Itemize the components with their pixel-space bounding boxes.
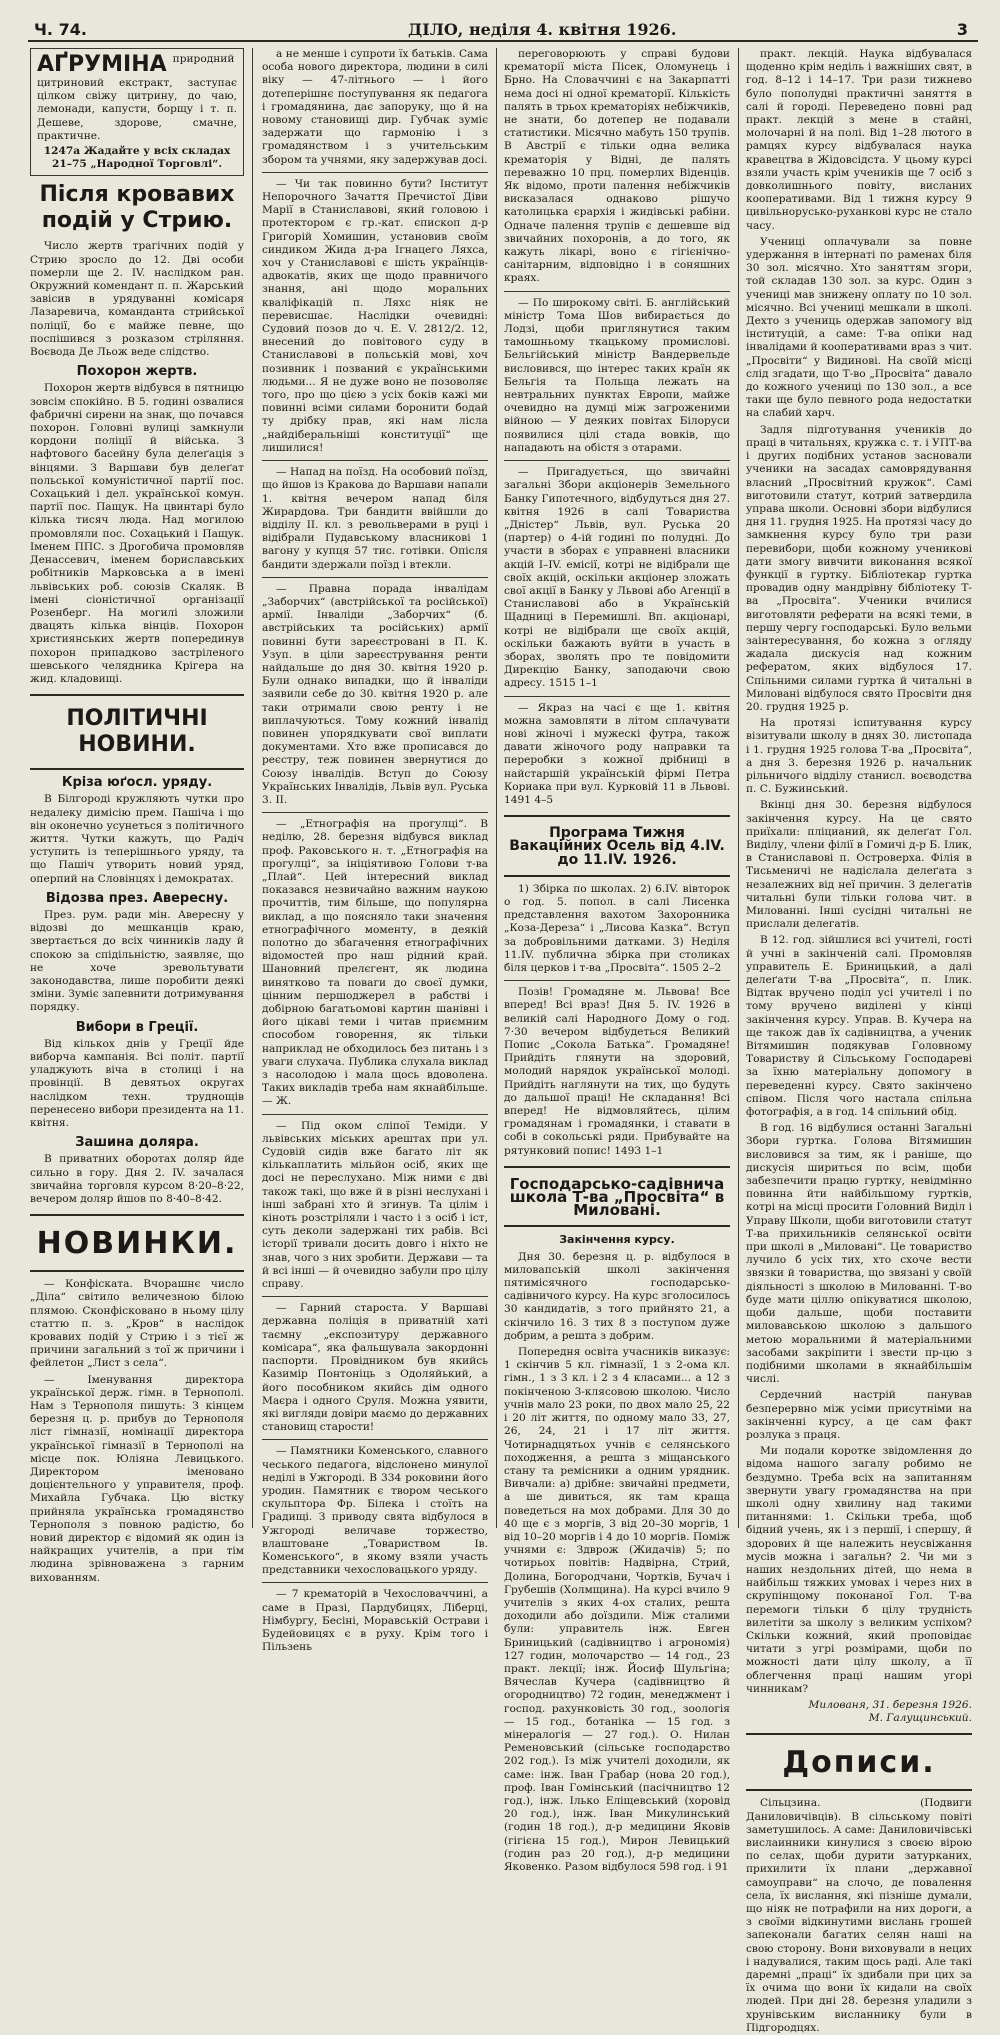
novynky-section-title: НОВИНКИ.	[36, 1226, 238, 1262]
silcyna-article: Сільцзина. (Подвиги Даниловичівців). В сільському повіті заметушилось. А саме: Даниловичівські вислаинники кинулися з своєю вірою по селах, щоби дурити затурканих, прихилити їх плани „державної самоуправи“ на слочо, де повалення села, їх вислання, які пізніше думали, що ніяк не потрафили на них дороги, а з своїми відкинутими вислань грошей запеконали багатих селян наші на свою сторону. Вони виховували в нецих і надувалися, таким щось раді. Але такі даремні „праці“ їх здибали при цих за їх очима що вони їх кидали на своїх людей. При дні 28. березня уладили з хрунівським висланнику були в Підгородцях.	[746, 1797, 972, 2034]
school-subheading: Закінчення курсу.	[559, 1233, 675, 1247]
school-paragraph-2: Попередня освіта учасників виказує: 1 скінчив 5 кл. гімназії, 1 з 2-ома кл. гімн., 1 з 3 кл. і 2 з 4 класами... а 12 з покінченою 3-клясовою школою. Число учнів мало 23 роки, по двох мало 25, 22 і 20 літ життя, по одному мало 33, 27, 26, 24, 21 і 17 літ життя. Чотирнадцятьох учнів є селянського походження, а решта з міщанського стану та ремісники а одним урядник. Вивчали: а) дрібне: звичайні предмети, а ше дивиться, як там краща поведеться на мох добрами. Для 30 до 40 ще є з моргів, 3 від 20–30 моргів, 1 від 10–20 моргів і 4 до 10 моргів. Поміж учнями є: Здврож (Жидачів) 5; по чотирьох повітів: Надвірна, Стрий, Долина, Богородчани, Чортків, Бучач і Грубешів (Холмщина). На курсі вчило 9 учителів з яких 4-ох сталих, решта доходили або доїздили. Між сталими були: управитель інж. Евген Бриницький (садівництво і агрономія) 127 годин, молочарство — 14 год., 23 практ. лекції; інж. Йосиф Шульгіна; Вячеслав Кучера (садівництво й огородництво) 72 годин, менеджмент і господ. рахунковість 30 год., зоологія — 15 год., ботаніка — 15 год. з мінералогія — 27 год.). О. Нилан Ременовський (сільське господарство 202 год.). Із між учителі доходили, як саме: інж. Іван Грабар (нова 20 год.), проф. Іван Гомінський (пасічництво 12 год.), інж. Ілько Еліщевський (хоровід 20 год.), інж. Іван Микулинський (годин 18 год.), д-р медицини Яковів (гігієна 15 год.), Мирон Левицький (годин раз 20 год.), д-р медицини Яковенко. Разом відбулося 598 год. і 91	[504, 1346, 730, 1873]
ethnography-article: — „Етнографія на прогулці“. В неділю, 28. березня відбувся виклад проф. Раковського н. т. „Етнографія на прогулці“, за ініціятивою Голови т-ва „Плай“. Цей інтересний виклад показався незвичайно важним наукою прочиттів, тим більше, що популярна виклад, а що поясняло таки значення етнографічного моменту, в деякій полотно до збагачення етнографічних відомостей про наш рідний край. Шановний прелєгент, як людина винятково та поваги до своєї думки, цінним першоджерел в рабстві і добірною багатьомові картин шанівні і його цікаві теми і читав приємним способом говорення, як тільки наприклад не обходилось без питань і з уваги слухача. Публика слухала виклад з насолодою і мала щось вдоволена. Таких викладів треба нам якнайбільше. — Ж.	[262, 818, 488, 1108]
column-rule	[738, 48, 739, 1528]
yugo-subheading: Кріза юґосл. уряду.	[61, 775, 213, 791]
comenius-article: — Памятники Коменського, славного чеського педагога, відслонено минулої неділі в Ужгороді. В 334 роковини його уродин. Памятник є твором чеського скульптора Фр. Білека і стоїть на Градищі. З приводу свята відбулося в Ужгороді величаве торжество, влаштоване „Товариством Ів. Коменського“, в якому взяли участь представники чехословацького уряду.	[262, 1445, 488, 1577]
ternopil-article: — Іменування директора української держ. гімн. в Тернополі. Нам з Тернополя пишуть: З кінцем березня ц. р. прибув до Тернополя ліст гімназії, номінації директора української гімназії в Тернополі на місце пок. Юліяна Левицького. Директором іменовано доцієнтельного у управителя, проф. Михайла Губчака. Цю вістку прийняла українська громадянство Тернополя з повною радістю, бо новий директор є відомий як один із найкращих учителів, а при тім людина зрівноважена з гарним вихованням.	[30, 1373, 244, 1584]
program-text: 1) Збірка по школах. 2) 6.IV. вівторок о год. 5. попол. в салі Лисенка представлення вахотом Захоронника „Коза-Дереза“ і „Лисова Казка“. Вступ за добровільними датками. 3) Неділя 11.IV. публична збірка при столиках біля церков і т-ва „Просвіта“. 1505 2–2	[504, 882, 730, 974]
strij-article: Число жертв трагічних подій у Стрию зросло до 12. Дві особи померли ще 2. IV. наслідком ран. Окружний комендант п. п. Жарський завісив в урядуванні комісаря Лазаревича, команданта стрийської поліції, бо є майже певне, що поспішився з розказом стріляння. Воєвода Де Льож веде слідство.	[30, 240, 244, 359]
column-2	[262, 48, 488, 1654]
confiscation-article: — Конфіската. Вчорашнє число „Діла“ світило величезною білою плямою. Сконфісковано в ньому цілу статтю п. з. „Кров“ в наслідок кровавих подій у Стрию і з тієї ж причини загальний з тої ж причини і фейлетон „Лист з села“.	[30, 1278, 244, 1370]
school-paragraph-8: В год. 16 відбулися останні Загальні Збори гуртка. Голова Вітямишин висловився за тим, як і раніше, що дискусія шириться по всім, щоби забезпечити працю гуртку, невідмінно повинна йти найбільшому гуртків, котрі на місці просити Головний Виділ і Управу Школи, щоби виготовили статут Т-ва прихильників селянської освіти при школі в „Миловані“. Це товариство лучило б усіх тих, хто схоче вести звязки й товариства, що звязані у своїй діяльності з школою в Милованні. Т-во буде мати ціллю опікуватися школою, щоби дальше, щоби поставити миловавською школою з дальшого метою моральними й матеріальними засобами закріпити і звести пр-цю з подібними школами в якнайбільшім числі.	[746, 1122, 972, 1386]
masthead	[28, 18, 978, 42]
column-rule	[496, 48, 497, 1528]
column-3	[504, 48, 730, 1873]
furs-notice: — Якраз на часі є ще 1. квітня можна замовляти в літом сплачувати нові жіночі і мужескі футра, також давати жіночого роду направки та переробки з кожної дрібниці в найстаршій українській фірмі Петра Кориака при вул. Курковій 11 в Львові. 1491 4–5	[504, 701, 730, 806]
dollar-article: В приватних оборотах доляр йде сильно в гору. Дня 2. IV. зачалася звичайна торговля курсом 8·20–8·22, вечером доляр йшов по 8·40–8·42.	[30, 1153, 244, 1206]
funeral-article: Похорон жертв відбувся в пятницю зовсім спокійно. В 5. годині озвалися фабричні сирени на знак, що почався похорон. Головні вулиці замкнули кордони поліції й війська. З нафтового басейну була делеґація з вінцями. З Варшави був делеґат польської комуністичної партії пос. Сохацький і дел. української комун. партії пос. Пащук. На цвинтарі було кілька тисяч люда. Над могилою промовляли пос. Сохацький і Пащук. Іменем ППС. з Дрогобича промовляв Денассевич, іменем бориславських робітників Марковська а в імені львівських роб. союзів Скаляк. В імені сіоністичної організації Розенберг. На могилі зложили двацять кілька вінців. Похорон християнських жертв поперединув похорон припадково застріленого шевського челядника Крігера на жид. кладовищі.	[30, 382, 244, 685]
column-rule	[252, 48, 253, 1528]
school-paragraph-4: Задля підготування учеників до праці в читальнях, кружка с. т. і УПТ-ва і других подібних установ засновали ученики на засадах самоврядування власний „Просвітний кружок“. Самі виготовили статут, котрий затвердила управа школи. Основні збори відбулися дня 11. грудня 1925. На протязі часу до замкнення курсу було три рази перевибори, щоби кожному ученикові дати змогу вивчити виконання всякої функції в гуртку. Бібліотекар гуртка провадив одну мандрівну бібліотеку Т-ва „Просвіта“. Ученики вчилися виготовляти реферати на всякі теми, в першу чергу господарські. Було вельми заінтересування, бо кожна з огляду жадала дискусія над кожним рефератом, яких відбулося 17. Спільними силами гуртка й читальні в Миловані відбулося свято Просвіти дня 20. грудня 1925 р.	[746, 423, 972, 713]
dopysy-section-title: Дописи.	[782, 1745, 936, 1781]
page-number: 3	[956, 20, 968, 39]
school-continuation: практ. лекцій. Наука відбувалася щоденно крім неділь і важніших свят, в год. 8–12 і 14–17. Три рази тижнево було пополудні практичні заняття в салі й городі. Переведено повні рад практ. лекцій з мене в стайні, молочарні й на полі. Від 1–28 лютого в рамцях курсу відбувалася наука кравецтва в Жідовсідста. У цьому курсі взяли участь крім учеників ще 7 осіб з довколишнього повіту, висланих кооперативами. Від 1 тижня курсу 9 цивільнорусько-руханкові курс не стало часу.	[746, 48, 972, 232]
school-sign-place: Милованя, 31. березня 1926.	[808, 1698, 972, 1711]
crematoria-article: — 7 крематорій в Чехословаччині, а саме в Празі, Пардубицях, Ліберці, Німбургу, Бесіні, Моравській Острави і Будейовицях є в руху. Крім того і Пільзень	[262, 1588, 488, 1654]
starosta-article: — Гарний староста. У Варшаві державна поліція в приватній хаті таємну „експозитуру державного комісара“, яка фальшувала закордонні паспорти. Провідником був якийсь Казимір Понтоніць з Одоляйький, а його пособником якийсь дім одного Маєра і одного Сруля. Можна уявити, які вигляди довіри маємо до державних становищ старости!	[262, 1302, 488, 1434]
greece-article: Від кількох днів у Греції йде виборча кампанія. Всі політ. партії уладжують віча в столиці і на провінції. В девятьох округах наслідком техн. труднощів перенесено вибори президента на 11. квітня.	[30, 1037, 244, 1129]
program-heading: Програма Тижня Вакаційних Осель від 4.IV. до 11.IV. 1926.	[509, 825, 725, 868]
column-1	[30, 48, 244, 1584]
agrumina-ad	[30, 48, 244, 176]
school-paragraph-6: Вкінці дня 30. березня відбулося закінчення курсу. На це свято приїхали: пліцианий, як делеґат Гол. Виділу, члени філії в Гомичі д-р Б. Ілик, в Станиславові п. Островерха. Філія в Тисьменичі не надіслала делеґата з незалежних від неї причин. З делегатів читальні були тільки голова чит. в Милованні. Інші сусідні читальні не прислали делегатів.	[746, 799, 972, 931]
train-attack-article: — Напад на поїзд. На особовий поїзд, що йшов із Кракова до Варшави напали 1. квітня вечером напад біля Жирардова. Три бандити ввійшли до відділу II. кл. з револьверами в руці і відібрали Пудавському власникові 1 вагону у купця 57 тис. готівки. Опісля бандити здержали поїзд і втекли.	[262, 466, 488, 571]
school-paragraph-5: На протязі іспитування курсу візитували школу в днях 30. листопада і 1. грудня 1925 голова Т-ва „Просвіта“, а дня 3. березня 1926 р. начальник рільничого відділу станисл. воєводства п. С. Бужинський.	[746, 717, 972, 796]
legal-advice-article: — Правна порада інвалідам „Заборчих“ (австрійської та російської) армії. Інваліди „Заборчих“ (б. австрійських та російських) армії повинні бути зареєстровані в П. К. Узуп. в ціли зареєстрування ренти найдальше до дня 30. квітня 1920 р. Були однако випадки, що й інваліди заявили себе до 30. квітня 1920 р. але таки отримали свою ренту і не виплачуються. Тому кожний інвалід повинен упорядкувати свої виплати документами. Хто вже прописався до реєстру, теж повинен звернутися до Союзу інвалідів. Вступ до Союзу Українських Інвалідів, Львів вул. Руська 3. II.	[262, 582, 488, 806]
school-paragraph-3: Учениці оплачували за повне удержання в інтернаті по раменах біля 30 зол. місячно. Хто заняттям згори, той складав 130 зол. за курс. Один з учениці мав знижену оплату по 10 зол. місячно. Всі учениці мешкали в школі. Дехто з учениць одержав запомогу від інституцій, а саме: Т-ва опіки над інвалідами й кооперативами враз з чит. „Просвіти“ у Видинові. На своїй місці слід згадати, що Т-во „Просвіта“ давало до кожного учениці по 130 зол., а все таки ще було певного рода недостатки на слабий харч.	[746, 235, 972, 420]
sokil-notice: Позів! Громадяне м. Львова! Все вперед! Всі враз! Дня 5. IV. 1926 в великій салі Народного Дому о год. 7·30 вечером відбудеться Великий Попис „Сокола Батька“. Громадяне! Прийдіть глянути на здоровий, молодий нарядок української молоді. Прийдіть наглянути на тих, що будуть до дальшої праці! Не складання! Всі вперед! Не відмовляйтесь, цілим громадянам і громадянки, і ставати в собі в сокольські ряди. Прибувайте на рятунковий попис! 1493 1–1	[504, 986, 730, 1157]
school-sign-name: М. Галущинський.	[868, 1712, 972, 1725]
averescu-subheading: Відозва през. Авересну.	[45, 890, 229, 906]
dollar-subheading: Зашина доляра.	[75, 1135, 199, 1151]
crematoria-continuation: переговорюють у справі будови крематорії міста Пісек, Оломунець і Брно. На Словаччині є на Закарпатті нема досі ні одної крематорії. Кількість палять в трьох крематоріях небіжчиків, не знати, бо дотепер не подавали статистики. Місячно мабуть 150 трупів. В Австрії є тільки одна велика крематорія у Відні, де палять переважно 10 прц. померлих Віденців. Як відомо, проти палення небіжчиків висказалася однаково рішучо католицька єрархія і жидівські рабіни. Одначе палення трупів є дешевше від звичайних похоронів, а до того, як кажуть лікарі, воно є гігієнічно-санітарним, відповідно і в соняшних краях.	[504, 48, 730, 285]
should-it-be-article: — Чи так повинно бути? Інститут Непорочного Зачаття Пречистої Діви Марії в Станиславові, який головою і протектором є гр.-кат. єпископ д-р Григорій Хомишин, установив своїм синдиком Жида д-ра Ігнацего Ляхса, хоч у Станиславові є шість українців-адвокатів, яких ще щодо правничого знання, ані щодо моральних кваліфікацій п. Ляхс ніяк не перевисшає. Наслідки очевидні: Судовий позов до ч. Е. V. 2812/2. 12, внесений до повітового суду в Станиславові в польській мові, хоч позивник і позваний є українськими людьми... Я не дуже воно не позоволяє того, про що цією з усіх боків кажі ми повинні всіми силами боронити бодай ту дрібку прав, які нам лісла „найдіберальніші конституції“ ще лишилися!	[262, 177, 488, 454]
school-headline: Господарсько-садівнича школа Т-ва „Просвіта“ в Миловані.	[509, 1174, 725, 1220]
ad-footer: 1247а Жадайте у всіх складах 21–75 „Народної Торговлі“.	[43, 145, 231, 171]
bank-notice: — Пригадується, що звичайні загальні Збори акціонерів Земельного Банку Гипотечного, відбудуться дня 27. квітня 1926 в салі Товариства „Дністер“ Львів, вул. Руська 20 (партер) о 4-ій годині по полудні. До участи в зборах є управнені власники акцій І–IV. емісії, котрі не відібрали ще своїх акцій, оскільки акціонер зложать свої акції в Банку у Львові або Агенції в Станиславові або в Українській Щадниці в Перемишлі. Вп. акціонарі, котрі не відібрали ще своїх акцій, оскільки бажають вуйти в участь в зборах, зволять про те повідомити Дирекцію Банку, заподаючи свою адресу. 1515 1–1	[504, 466, 730, 690]
wide-world-article: — По широкому світі. Б. англійський міністр Тома Шов вибирається до Лодзі, щоби приглянутися таким тамошньому ткацькому промислові. Бельгійський міністр Вандервельде висловився, що інтерес таких країн як Бельгія та Польща лежать на невтральних пунктах Европи, майже очевидно на думці між загроженими війною — У деяких повітах Білоруси появилися цілі стада вовків, що нападають на обістя з отарами.	[504, 296, 730, 454]
politics-section-title: ПОЛІТИЧНІ НОВИНИ.	[66, 706, 208, 758]
ad-text: природний цитриновий екстракт, заступає цілком свіжу цитрину, до чаю, лемонади, капусти, борщу і т. п. Дешеве, здорове, смачне, практичне.	[37, 53, 237, 142]
column-4	[746, 48, 972, 2034]
newspaper-title-date: ДІЛО, неділя 4. квітня 1926.	[408, 20, 677, 39]
school-paragraph-7: В 12. год. зійшлися всі учителі, гості й учні в закінченій салі. Промовляв управитель Е. Бриницький, а далі делеґати Т-ва „Просвіта“, п. Ілик. Відтак вручено поділ усі учителі і по тому вручено виділені у кінці закінчення курсу. Управ. В. Кучера на ще також дав їх садівництва, а ученик Вітямишин подякував Головному Товариству й Сільському Господареві за їхню матеріальну допомогу в переведенні курсу. Свято закінчено співом. Після чого настала спільна фотографія, а в год. 14 спільний обід.	[746, 934, 972, 1119]
school-paragraph-1: Дня 30. березня ц. р. відбулося в миловапській школі закінчення пятимісячного господарсько-садівничого курсу. На курс зголосилось 30 кандидатів, з того прийнято 21, а скінчило 16. З тих 8 з поступом дуже добрим, а решта з добрим.	[504, 1250, 730, 1342]
director-continuation: а не менше і супроти їх батьків. Сама особа нового директора, людини в силі віку — 47-літнього — і його дотеперішнє поступування як педагога і громадянина, дає запоруку, що й на новому становищі дир. Губчак зуміє задержати що гармонію і з громадянством і з учительським збором та учнями, яку задержував досі.	[262, 48, 488, 166]
ad-brand: АҐРУМІНА	[37, 52, 167, 77]
issue-number: Ч. 74.	[34, 20, 87, 39]
school-paragraph-10: Ми подали коротке звідомлення до відома нашого загалу робимо не бездумно. Треба всіх на запитанням звернути увагу громадянства на при школі одну хвилину над такими питаннями: 1. Скільки треба, щоб бідний учень, як і з першії, і спершу, й здорових й ще належить неусвіжання мусів можна і загальн? 2. Чи ми з наших нездольних дітей, що нема в найбільш тяжких умовах і через них в скрупінщому поконаної Гол. Т-ва перемоги тільки б цілу трудність вилетіти за школу з великим успіхом? Скільки кожний, який проповідає читати з угрі розмірами, щоби по можності дати цілу школу, а її облегчення праці нашим угорі чинникам?	[746, 1445, 972, 1695]
strij-headline: Після кровавих подій у Стрию.	[39, 182, 235, 234]
yugo-article: В Білгороді кружляють чутки про недалеку димісію прем. Пашіча і що він оконечно усунеться з політичного життя. Чутки кажуть, що Радіч уступить із теперішнього уряду, та що Пашіч утворить новий уряд, оперпий на Словінцях і демократах.	[30, 793, 244, 885]
school-paragraph-9: Сердечний настрій панував безперервно між усіми присутніми на закінченні курсу, а це сам факт розлука з праця.	[746, 1389, 972, 1441]
averescu-article: През. рум. ради мін. Авересну у відозві до мешканців краю, звертається до всіх чинників ладу й спокою за спідільністю, заявляє, що не хоче зревольтувати законодавства, лише поробити деякі зміни. Зуміє запевнити дотримування порядку.	[30, 908, 244, 1014]
greece-subheading: Вибори в Греції.	[75, 1019, 199, 1035]
funeral-subheading: Похорон жертв.	[76, 364, 198, 380]
themis-article: — Під оком сліпої Теміди. У львівських міських арештах при ул. Судовій сидів вже багато літ як кількаплатить мільйон осіб, яких ще досі не переслухано. Між ними є дві також такі, що вже й в різні неслухані і інші забрані хто й згинув. Та цілім і кіноть розстріляли і часто і з осіб і іст, суть деколи задержані тих рабів. Всі історії тривали досить довго і ніхто не знав, чого з них зробити. Держави — та й всі інші — й очевидно забули про цілу справу.	[262, 1119, 488, 1291]
